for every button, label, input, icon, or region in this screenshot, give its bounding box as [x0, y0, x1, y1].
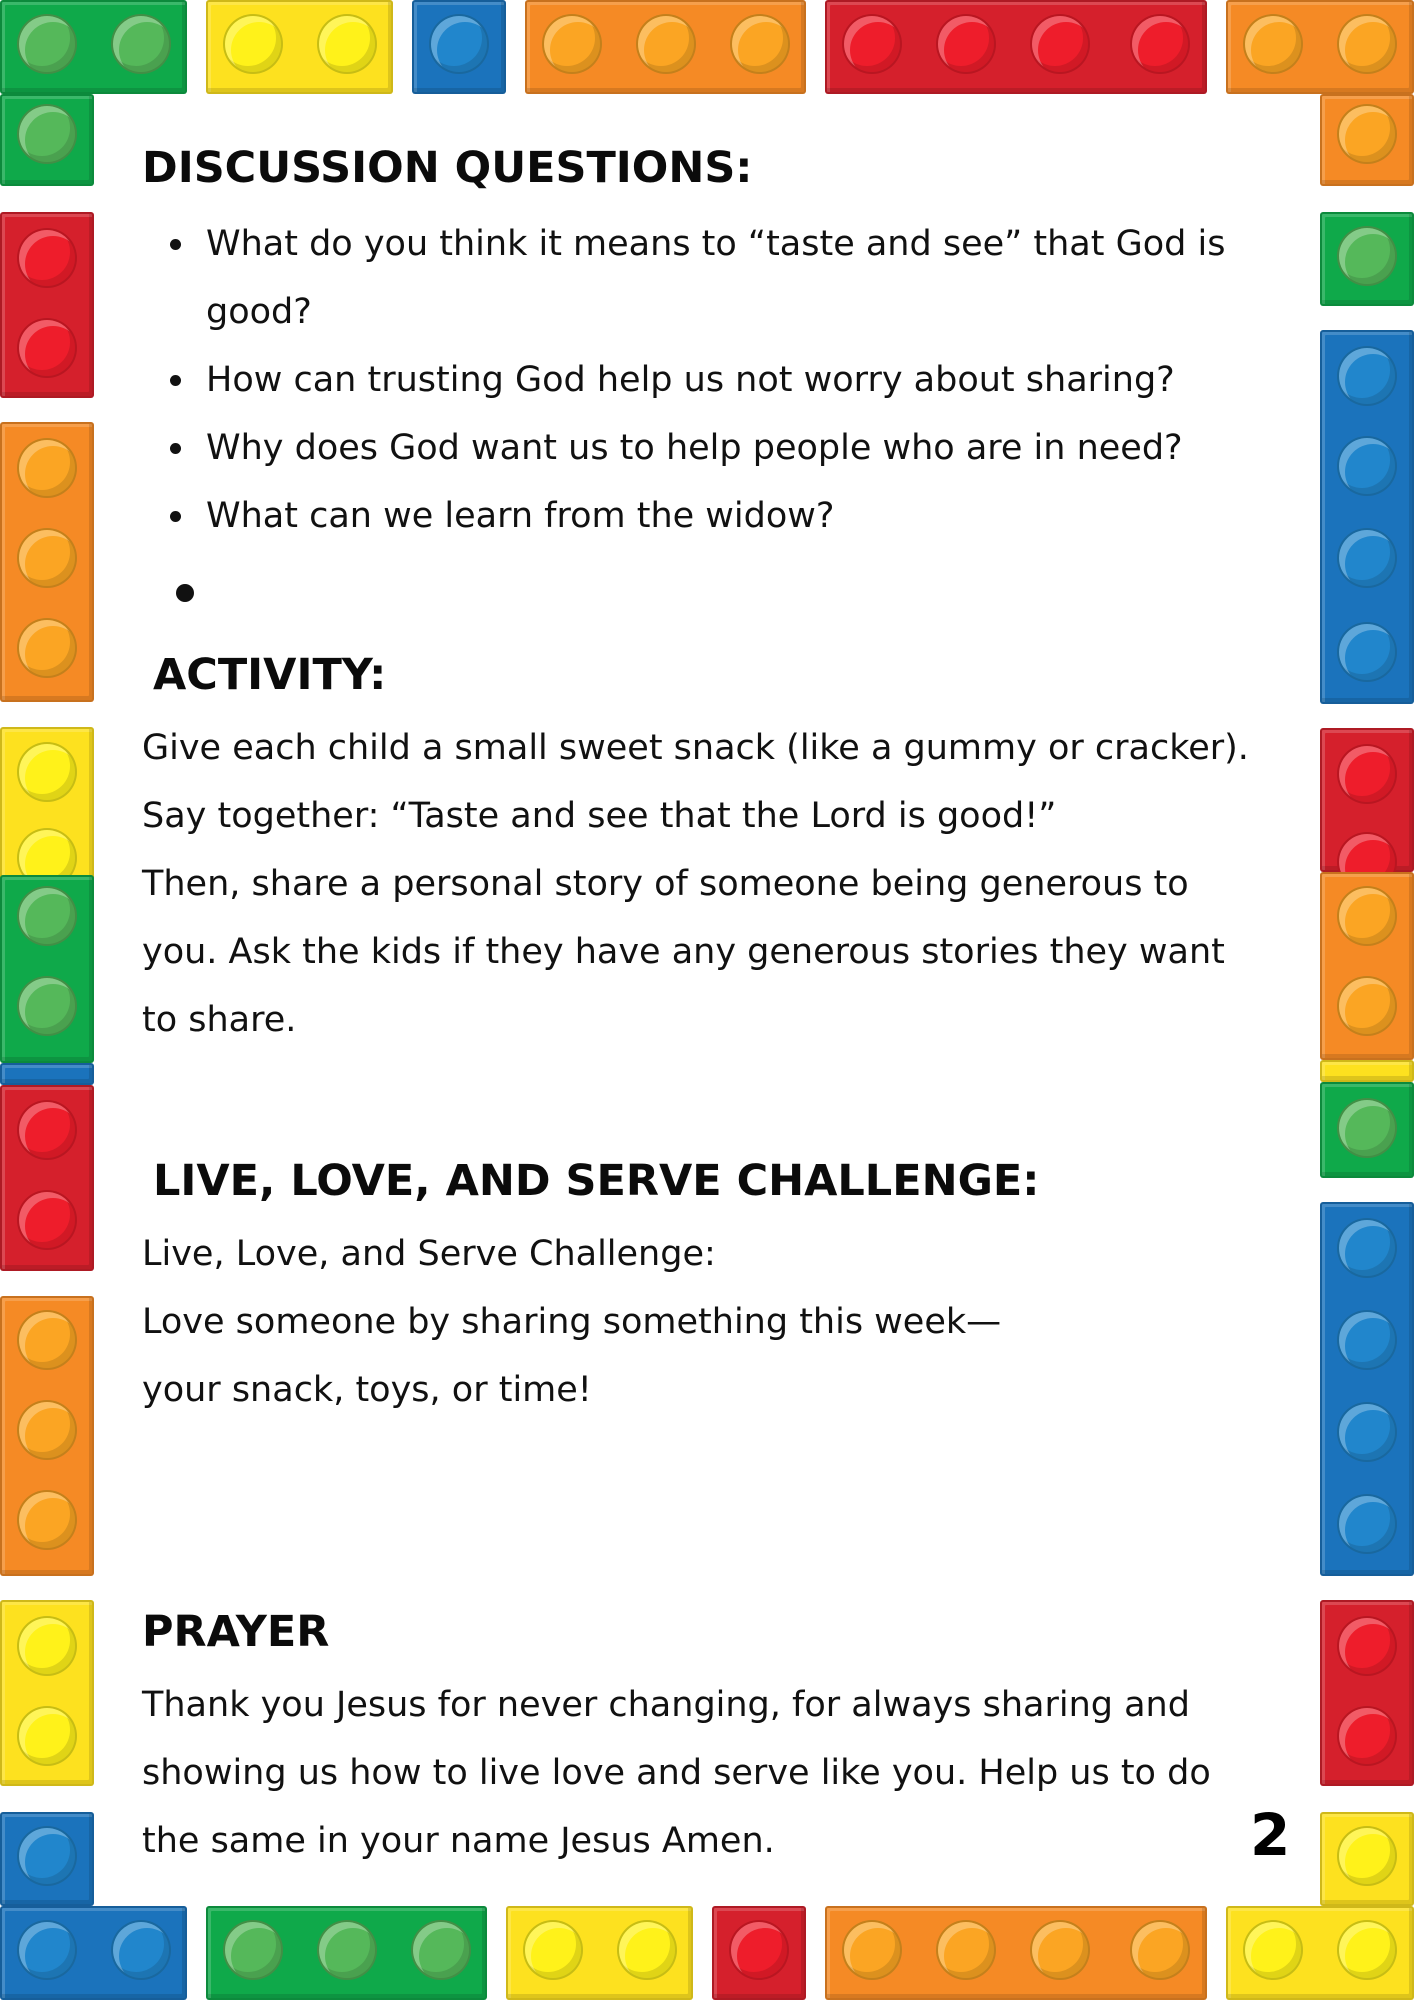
- discussion-question: [158, 414, 1258, 482]
- empty-bullet-icon: [176, 584, 194, 602]
- activity-line: Give each child a small sweet snack (like a gummy or cracker).: [142, 728, 1249, 768]
- activity-text: [142, 714, 1292, 1054]
- prayer-line: the same in your name Jesus Amen.: [142, 1821, 775, 1861]
- prayer-line: Thank you Jesus for never changing, for always sharing and: [142, 1685, 1190, 1725]
- discussion-questions-heading: DISCUSSION QUESTIONS:: [142, 143, 753, 193]
- bullet-icon: [170, 375, 181, 386]
- question-text: What do you think it means to “taste and see” that God is: [206, 224, 1226, 264]
- activity-line: to share.: [142, 1000, 297, 1040]
- question-text: What can we learn from the widow?: [206, 496, 835, 536]
- prayer-line: showing us how to live love and serve like you. Help us to do: [142, 1753, 1211, 1793]
- challenge-line: Live, Love, and Serve Challenge:: [142, 1234, 716, 1274]
- bullet-icon: [170, 443, 181, 454]
- activity-line: Then, share a personal story of someone being generous to: [142, 864, 1189, 904]
- activity-line: you. Ask the kids if they have any generous stories they want: [142, 932, 1225, 972]
- discussion-question: [158, 346, 1258, 414]
- prayer-heading: PRAYER: [142, 1607, 330, 1657]
- activity-heading: ACTIVITY:: [153, 650, 387, 700]
- question-text: How can trusting God help us not worry about sharing?: [206, 360, 1175, 400]
- discussion-questions-list: [158, 210, 1258, 550]
- bullet-icon: [170, 239, 181, 250]
- bullet-icon: [170, 511, 181, 522]
- discussion-question: [158, 482, 1258, 550]
- challenge-line: Love someone by sharing something this week—: [142, 1302, 1002, 1342]
- challenge-text: [142, 1220, 1242, 1424]
- activity-line: Say together: “Taste and see that the Lord is good!”: [142, 796, 1057, 836]
- challenge-heading: LIVE, LOVE, AND SERVE CHALLENGE:: [153, 1156, 1040, 1206]
- prayer-text: [142, 1671, 1242, 1875]
- question-text: Why does God want us to help people who are in need?: [206, 428, 1183, 468]
- question-text-continued: good?: [206, 292, 312, 332]
- discussion-question: [158, 210, 1258, 346]
- challenge-line: your snack, toys, or time!: [142, 1370, 592, 1410]
- page-number: 2: [1250, 1801, 1291, 1869]
